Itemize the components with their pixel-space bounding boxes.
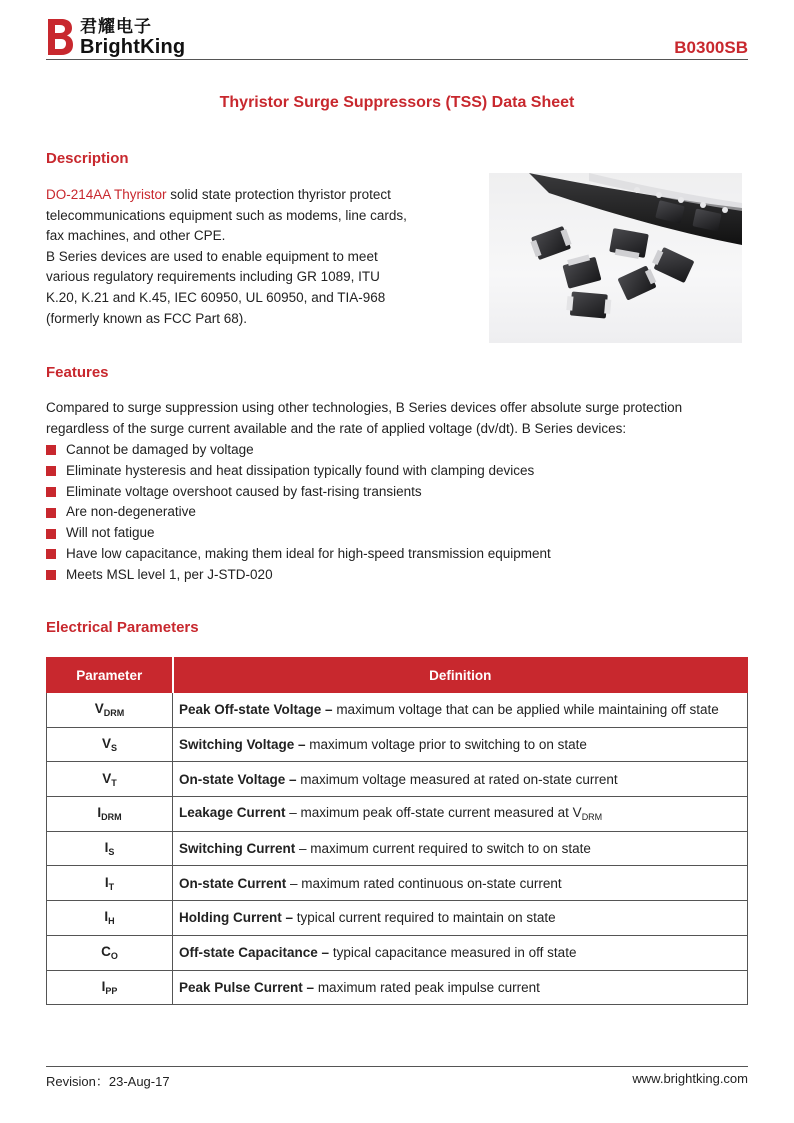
list-item [46,523,748,544]
features-heading: Features [46,364,109,381]
parameter-definition [173,693,748,728]
table-row [47,693,748,728]
definition-term: Holding Current – [179,910,293,926]
definition-term: Switching Current [179,841,296,857]
parameter-definition [173,797,748,832]
feature-text: Will not fatigue [66,525,155,541]
definition-term: Off-state Capacitance – [179,945,330,961]
square-bullet-icon [46,445,56,455]
table-row [47,727,748,762]
symbol-letter: I [104,840,109,856]
symbol-subscript: S [111,743,118,754]
feature-text: Eliminate voltage overshoot caused by fast-rising transients [66,483,422,499]
description-line: K.20, K.21 and K.45, IEC 60950, UL 60950, and TIA-968 [46,289,386,305]
square-bullet-icon [46,487,56,497]
symbol-subscript: PP [105,985,118,996]
table-row [47,935,748,970]
definition-text: maximum voltage prior to switching to on state [305,737,587,753]
table-row [47,762,748,797]
document-title: Thyristor Surge Suppressors (TSS) Data Sheet [219,94,575,111]
website-link[interactable]: www.brightking.com [632,1071,748,1086]
description-line: B Series devices are used to enable equipment to meet [46,248,378,264]
definition-text: maximum voltage that can be applied while maintaining off state [332,702,719,718]
logo-chinese-name: 君耀电子 [80,17,152,37]
description-line-text: solid state protection thyristor protect [166,187,391,202]
list-item [46,544,748,565]
parameter-symbol [47,693,173,728]
product-photo [489,173,742,343]
parameter-symbol [47,762,173,797]
symbol-letter: I [104,874,109,890]
square-bullet-icon [46,508,56,518]
list-item [46,565,748,586]
feature-text: Eliminate hysteresis and heat dissipation typically found with clamping devices [66,462,535,478]
definition-text: – maximum rated continuous on-state current [286,875,562,891]
parameter-definition [173,831,748,866]
definition-term: Switching Voltage – [179,737,306,753]
feature-text: Are non-degenerative [66,504,196,520]
list-item [46,440,748,461]
parameter-definition [173,727,748,762]
description-line: (formerly known as FCC Part 68). [46,310,248,326]
parameter-symbol [47,970,173,1005]
square-bullet-icon [46,466,56,476]
electrical-parameters-table [46,657,748,1005]
definition-text: typical capacitance measured in off state [329,945,577,961]
symbol-subscript: T [111,777,117,788]
table-row [47,970,748,1005]
description-line: various regulatory requirements including GR 1089, ITU [46,269,380,285]
symbol-subscript: O [110,951,118,962]
parameter-symbol [47,727,173,762]
definition-term: On-state Current [179,875,287,891]
features-intro [46,398,748,439]
table-row [47,797,748,832]
page-footer [46,1066,748,1090]
definition-term: On-state Voltage – [179,771,297,787]
logo-english-name: BrightKing [80,36,186,58]
list-item [46,482,748,503]
description-line [46,185,466,206]
list-item [46,502,748,523]
parameter-symbol [47,831,173,866]
square-bullet-icon [46,529,56,539]
parameter-definition [173,901,748,936]
symbol-letter: C [101,944,111,960]
symbol-letter: V [94,701,104,717]
parameter-symbol [47,797,173,832]
parameter-definition [173,935,748,970]
symbol-letter: V [101,736,111,752]
definition-term: Leakage Current [179,805,286,821]
column-header-definition: Definition [173,658,748,693]
description-line: telecommunications equipment such as modems, line cards, [46,207,407,223]
features-intro-line: Compared to surge suppression using other technologies, B Series devices offer absolute surge protection [46,400,683,415]
table-header-row [47,658,748,693]
symbol-subscript: DRM [101,812,122,823]
electrical-heading: Electrical Parameters [46,619,199,636]
table-row [47,866,748,901]
feature-text: Cannot be damaged by voltage [66,442,254,457]
definition-text: typical current required to maintain on state [293,910,556,926]
table-row [47,831,748,866]
symbol-letter: I [97,805,102,821]
definition-term: Peak Off-state Voltage – [179,702,333,718]
column-header-parameter: Parameter [47,658,173,693]
part-number: B0300SB [674,38,748,57]
symbol-letter: I [104,909,109,925]
square-bullet-icon [46,549,56,559]
table-row [47,901,748,936]
symbol-letter: V [102,770,112,786]
features-intro-line: regardless of the surge current available and the rate of applied voltage (dv/dt). B Series devices: [46,420,627,436]
product-photo-illustration [489,173,742,343]
parameter-definition [173,866,748,901]
definition-term: Peak Pulse Current – [179,979,315,995]
symbol-subscript: H [108,916,115,927]
definition-text: maximum rated peak impulse current [314,979,540,995]
list-item [46,461,748,482]
symbol-subscript: T [108,881,115,892]
square-bullet-icon [46,570,56,580]
symbol-subscript: DRM [103,708,125,719]
feature-text: Have low capacitance, making them ideal for high-speed transmission equipment [66,545,551,561]
parameter-symbol [47,901,173,936]
symbol-letter: I [101,978,106,994]
parameter-definition [173,762,748,797]
description-line: fax machines, and other CPE. [46,228,226,244]
parameter-symbol [47,866,173,901]
page-header [46,16,748,60]
brand-logo [46,18,185,58]
features-list [46,440,748,586]
description-heading: Description [46,150,129,167]
definition-text: – maximum current required to switch to on state [295,841,591,857]
definition-subscript: DRM [581,812,603,823]
parameter-symbol [47,935,173,970]
definition-text: maximum voltage measured at rated on-state current [296,771,618,787]
parameter-definition [173,970,748,1005]
device-highlight: DO-214AA Thyristor [46,187,167,202]
symbol-subscript: S [108,847,115,858]
revision-date: Revision：23-Aug-17 [46,1074,170,1089]
brightking-logo-icon [46,18,74,56]
definition-text: – maximum peak off-state current measured at V [285,805,582,821]
feature-text: Meets MSL level 1, per J-STD-020 [66,566,273,582]
description-text [46,185,466,329]
